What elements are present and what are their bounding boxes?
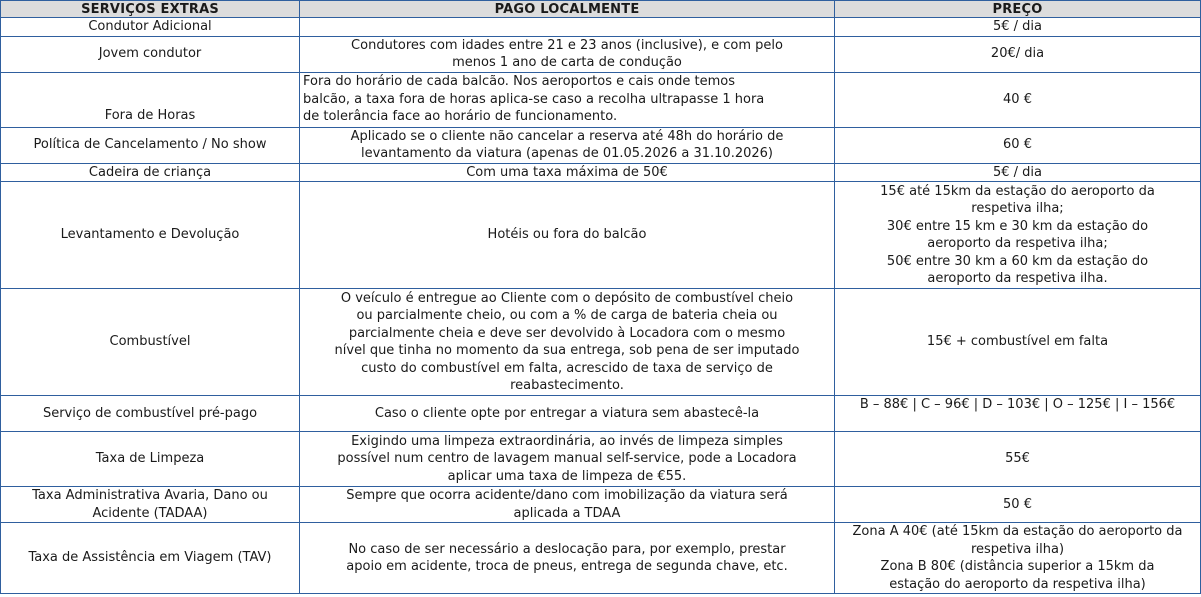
header-price: PREÇO	[835, 1, 1201, 18]
table-row	[1, 487, 1201, 523]
service-name: Combustível	[1, 289, 300, 396]
table-row	[1, 289, 1201, 396]
service-description: Condutores com idades entre 21 e 23 anos (inclusive), e com pelo menos 1 ano de carta de condução	[300, 36, 835, 72]
table-row	[1, 163, 1201, 182]
service-name: Levantamento e Devolução	[1, 182, 300, 289]
service-name: Cadeira de criança	[1, 163, 300, 182]
service-name: Jovem condutor	[1, 36, 300, 72]
service-price: 50 €	[835, 487, 1201, 523]
table-row	[1, 18, 1201, 37]
service-name: Política de Cancelamento / No show	[1, 127, 300, 163]
service-description: No caso de ser necessário a deslocação para, por exemplo, prestar apoio em acidente, troca de pneus, entrega de segunda chave, etc.	[300, 523, 835, 594]
service-description: Caso o cliente opte por entregar a viatura sem abastecê-la	[300, 396, 835, 432]
service-price: 60 €	[835, 127, 1201, 163]
header-services: SERVIÇOS EXTRAS	[1, 1, 300, 18]
service-description: Sempre que ocorra acidente/dano com imobilização da viatura será aplicada a TDAA	[300, 487, 835, 523]
service-description: Com uma taxa máxima de 50€	[300, 163, 835, 182]
service-name: Taxa de Assistência em Viagem (TAV)	[1, 523, 300, 594]
service-price: 40 €	[835, 72, 1201, 127]
service-description	[300, 18, 835, 37]
service-price: 15€ + combustível em falta	[835, 289, 1201, 396]
service-name: Taxa de Limpeza	[1, 432, 300, 487]
table-row	[1, 127, 1201, 163]
table-header-row	[1, 1, 1201, 18]
service-price: Zona A 40€ (até 15km da estação do aeroporto da respetiva ilha) Zona B 80€ (distância superior a 15km da estação do aeroporto da respetiva ilha)	[835, 523, 1201, 594]
service-name: Serviço de combustível pré-pago	[1, 396, 300, 432]
service-description: Hotéis ou fora do balcão	[300, 182, 835, 289]
service-price: 55€	[835, 432, 1201, 487]
service-price: B – 88€ | C – 96€ | D – 103€ | O – 125€ | I – 156€	[835, 396, 1201, 432]
table-row	[1, 396, 1201, 432]
table-row	[1, 182, 1201, 289]
table-row	[1, 432, 1201, 487]
service-description: O veículo é entregue ao Cliente com o depósito de combustível cheio ou parcialmente cheio, ou com a % de carga de bateria cheia ou parcialmente cheia e deve ser devolvido à Locadora com o mesmo nível que tinha no momento da sua entrega, sob pena de ser imputado custo do combustível em falta, acrescido de taxa de serviço de reabastecimento.	[300, 289, 835, 396]
service-price: 5€ / dia	[835, 18, 1201, 37]
service-price: 20€/ dia	[835, 36, 1201, 72]
table-row	[1, 523, 1201, 594]
service-name: Fora de Horas	[1, 72, 300, 127]
service-price: 5€ / dia	[835, 163, 1201, 182]
service-price: 15€ até 15km da estação do aeroporto da respetiva ilha; 30€ entre 15 km e 30 km da estação do aeroporto da respetiva ilha; 50€ entre 30 km a 60 km da estação do aeroporto da respetiva ilha.	[835, 182, 1201, 289]
table-row	[1, 72, 1201, 127]
service-name: Taxa Administrativa Avaria, Dano ou Acidente (TADAA)	[1, 487, 300, 523]
service-description: Aplicado se o cliente não cancelar a reserva até 48h do horário de levantamento da viatura (apenas de 01.05.2026 a 31.10.2026)	[300, 127, 835, 163]
service-description: Exigindo uma limpeza extraordinária, ao invés de limpeza simples possível num centro de lavagem manual self-service, pode a Locadora aplicar uma taxa de limpeza de €55.	[300, 432, 835, 487]
service-name: Condutor Adicional	[1, 18, 300, 37]
header-paid-locally: PAGO LOCALMENTE	[300, 1, 835, 18]
table-row	[1, 36, 1201, 72]
service-description: Fora do horário de cada balcão. Nos aeroportos e cais onde temos balcão, a taxa fora de horas aplica-se caso a recolha ultrapasse 1 hora de tolerância face ao horário de funcionamento.	[300, 72, 835, 127]
